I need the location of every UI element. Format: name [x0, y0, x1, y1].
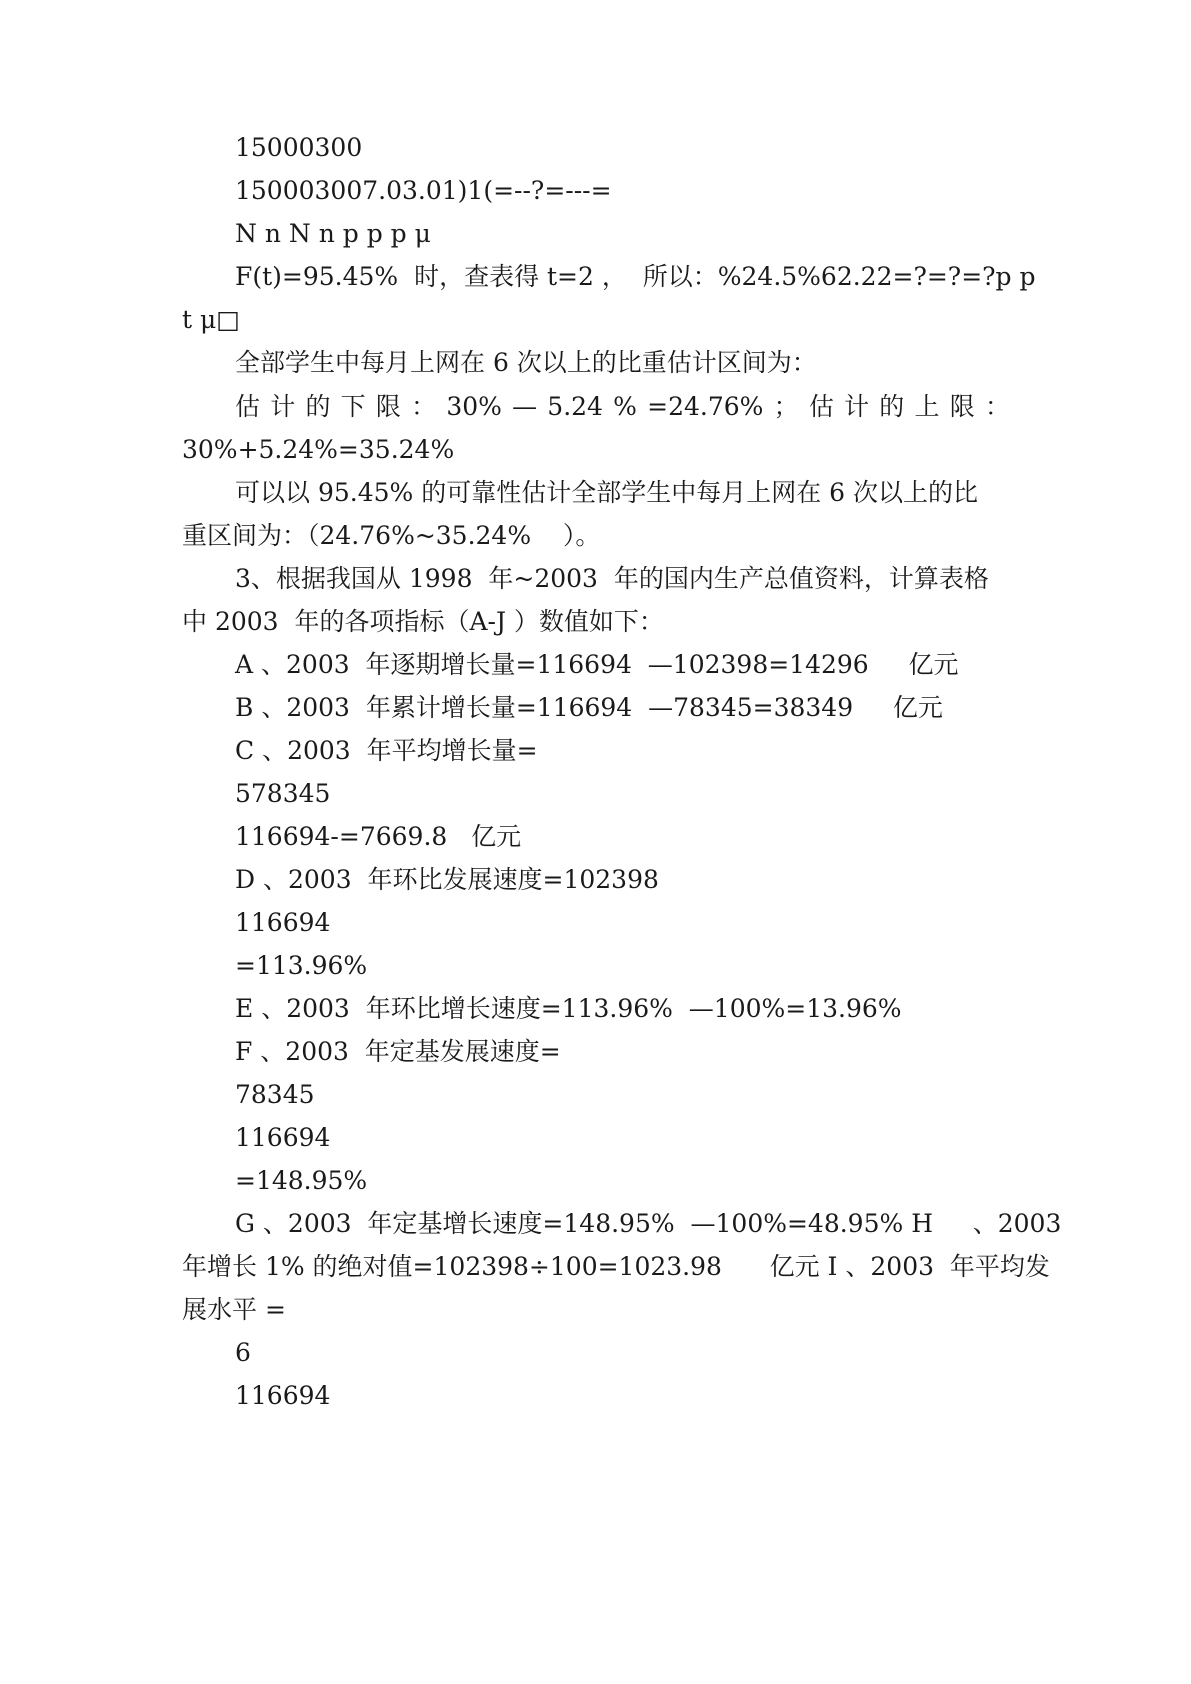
text-line: 116694: [235, 1381, 331, 1410]
text-token: ；: [773, 392, 799, 421]
text-token: 计: [844, 392, 870, 421]
text-token: 上: [914, 392, 940, 421]
text-token: —: [512, 392, 538, 421]
text-line: G 、2003 年定基增长速度=148.95% —100%=48.95% H 、2003: [235, 1209, 1062, 1238]
text-line: t μ□: [182, 305, 240, 334]
text-line: 578345: [235, 779, 331, 808]
text-line: 116694: [235, 908, 331, 937]
text-line: N n N n p p p μ: [235, 219, 431, 248]
text-token: 30%: [446, 392, 502, 421]
text-token: 限: [949, 392, 975, 421]
text-line: E 、2003 年环比增长速度=113.96% —100%=13.96%: [235, 994, 902, 1023]
text-line: 116694-=7669.8 亿元: [235, 822, 522, 851]
justified-text-line: [235, 392, 1010, 422]
text-line: F 、2003 年定基发展速度=: [235, 1037, 561, 1066]
text-line: 15000300: [235, 133, 363, 162]
text-line: A 、2003 年逐期增长量=116694 —102398=14296 亿元: [235, 650, 959, 679]
text-line: 全部学生中每月上网在 6 次以上的比重估计区间为：: [235, 348, 817, 377]
text-token: 估: [235, 392, 261, 421]
text-token: 计: [270, 392, 296, 421]
text-line: 150003007.03.01)1(=--?=---=: [235, 176, 612, 205]
text-line: 116694: [235, 1123, 331, 1152]
text-line: D 、2003 年环比发展速度=102398: [235, 865, 659, 894]
text-token: =24.76%: [647, 392, 764, 421]
text-token: 下: [340, 392, 366, 421]
text-token: 估: [808, 392, 834, 421]
text-line: C 、2003 年平均增长量=: [235, 736, 538, 765]
text-token: 的: [879, 392, 905, 421]
text-token: 限: [375, 392, 401, 421]
text-token: %: [613, 392, 637, 421]
text-token: 的: [305, 392, 331, 421]
text-line: F(t)=95.45% 时，查表得 t=2 ， 所以：%24.5%62.22=?=?=?p p: [235, 262, 1036, 291]
text-line: =113.96%: [235, 951, 368, 980]
text-line: 中 2003 年的各项指标（A-J ）数值如下：: [182, 607, 664, 636]
text-line: 年增长 1% 的绝对值=102398÷100=1023.98 亿元 I 、2003 年平均发: [182, 1252, 1050, 1281]
text-line: 重区间为：（24.76%~35.24% ）。: [182, 521, 601, 550]
text-token: ：: [984, 392, 1010, 421]
text-token: 5.24: [547, 392, 603, 421]
text-line: B 、2003 年累计增长量=116694 —78345=38349 亿元: [235, 693, 943, 722]
text-line: 78345: [235, 1080, 315, 1109]
text-line: 6: [235, 1338, 251, 1367]
text-line: 可以以 95.45% 的可靠性估计全部学生中每月上网在 6 次以上的比: [235, 478, 979, 507]
text-line: =148.95%: [235, 1166, 368, 1195]
text-line: 展水平 =: [182, 1295, 286, 1324]
text-token: ：: [411, 392, 437, 421]
text-line: 30%+5.24%=35.24%: [182, 435, 455, 464]
text-line: 3、根据我国从 1998 年~2003 年的国内生产总值资料，计算表格: [235, 564, 989, 593]
